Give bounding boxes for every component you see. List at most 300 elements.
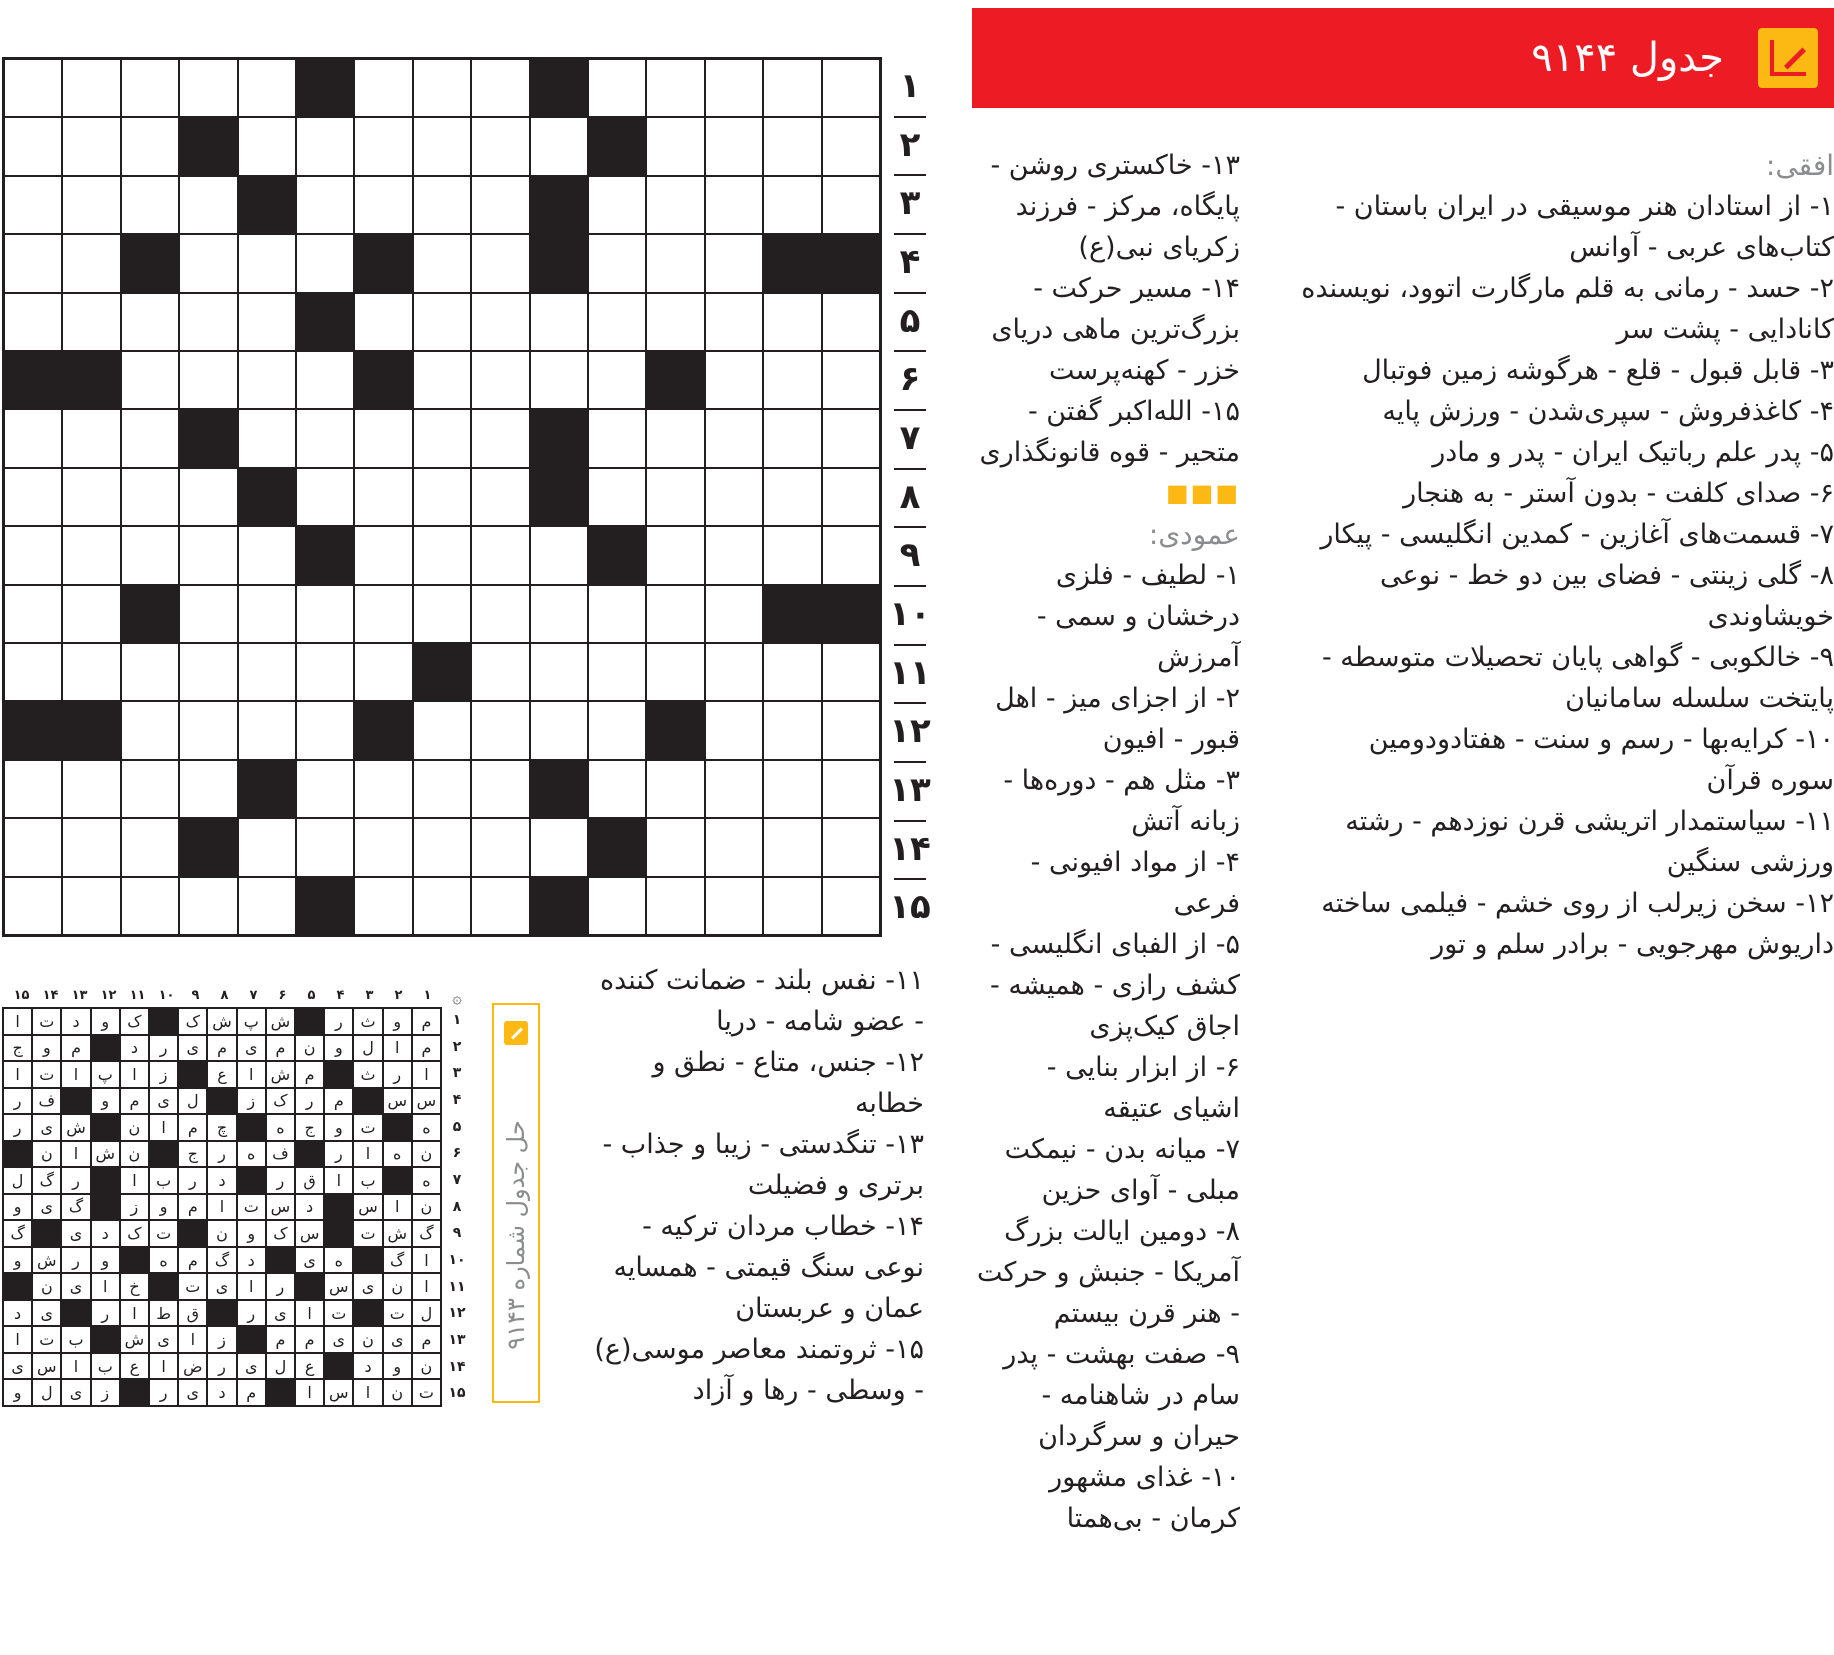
grid-cell[interactable] bbox=[121, 59, 179, 117]
answer-cell: چ bbox=[207, 1114, 236, 1141]
grid-cell[interactable] bbox=[238, 59, 296, 117]
grid-cell[interactable] bbox=[62, 234, 120, 292]
grid-cell-black bbox=[530, 468, 588, 526]
row-divider bbox=[894, 174, 926, 176]
grid-cell[interactable] bbox=[471, 293, 529, 351]
grid-cell[interactable] bbox=[354, 117, 412, 175]
grid-cell[interactable] bbox=[646, 234, 704, 292]
grid-cell[interactable] bbox=[413, 526, 471, 584]
answer-cell: ی bbox=[353, 1273, 382, 1300]
grid-cell[interactable] bbox=[588, 293, 646, 351]
grid-cell[interactable] bbox=[705, 468, 763, 526]
grid-cell[interactable] bbox=[763, 351, 821, 409]
grid-cell[interactable] bbox=[296, 409, 354, 467]
horizontal-clue: ۴- کاغذفروش - سپری‌شدن - ورزش پایه bbox=[1382, 396, 1834, 427]
grid-cell-black bbox=[62, 701, 120, 759]
answer-cell: ک bbox=[266, 1220, 295, 1247]
grid-cell[interactable] bbox=[62, 176, 120, 234]
answer-row-number: ۱۱ bbox=[448, 1278, 466, 1295]
grid-cell[interactable] bbox=[413, 117, 471, 175]
star-icon: ۞ bbox=[452, 988, 462, 1007]
grid-cell[interactable] bbox=[238, 585, 296, 643]
answer-cell: ا bbox=[178, 1326, 207, 1353]
grid-cell[interactable] bbox=[705, 526, 763, 584]
grid-cell[interactable] bbox=[646, 818, 704, 876]
grid-cell[interactable] bbox=[238, 818, 296, 876]
grid-cell[interactable] bbox=[62, 468, 120, 526]
grid-cell[interactable] bbox=[646, 59, 704, 117]
grid-cell[interactable] bbox=[705, 701, 763, 759]
row-divider bbox=[894, 292, 926, 294]
grid-cell[interactable] bbox=[4, 526, 62, 584]
grid-cell[interactable] bbox=[354, 176, 412, 234]
answer-cell: ن bbox=[383, 1273, 412, 1300]
grid-cell[interactable] bbox=[588, 468, 646, 526]
answer-cell: ز bbox=[149, 1061, 178, 1088]
answer-cell: و bbox=[149, 1194, 178, 1221]
grid-cell[interactable] bbox=[588, 585, 646, 643]
grid-cell[interactable] bbox=[471, 59, 529, 117]
grid-cell[interactable] bbox=[62, 117, 120, 175]
grid-cell[interactable] bbox=[763, 818, 821, 876]
grid-cell[interactable] bbox=[238, 117, 296, 175]
grid-cell[interactable] bbox=[822, 643, 880, 701]
grid-cell[interactable] bbox=[646, 117, 704, 175]
answer-cell: ب bbox=[61, 1326, 90, 1353]
grid-cell[interactable] bbox=[705, 760, 763, 818]
grid-cell[interactable] bbox=[4, 585, 62, 643]
grid-cell[interactable] bbox=[530, 701, 588, 759]
grid-cell[interactable] bbox=[354, 818, 412, 876]
answer-cell: ر bbox=[207, 1353, 236, 1380]
answer-cell: ط bbox=[149, 1300, 178, 1327]
grid-cell[interactable] bbox=[705, 643, 763, 701]
grid-cell[interactable] bbox=[763, 643, 821, 701]
grid-cell[interactable] bbox=[121, 877, 179, 935]
grid-cell[interactable] bbox=[238, 877, 296, 935]
grid-cell-black bbox=[354, 701, 412, 759]
answer-cell-black bbox=[353, 1247, 382, 1274]
row-divider bbox=[894, 233, 926, 235]
answer-cell: ب bbox=[149, 1167, 178, 1194]
answer-row-number: ۱۰ bbox=[448, 1251, 466, 1268]
grid-cell[interactable] bbox=[471, 643, 529, 701]
newspaper-logo-icon bbox=[1758, 28, 1818, 88]
grid-cell[interactable] bbox=[4, 760, 62, 818]
grid-row-number: ۳ bbox=[899, 183, 921, 224]
vertical-clue: ۱۳- تنگدستی - زیبا و جذاب - برتری و فضیلت bbox=[602, 1129, 924, 1201]
grid-cell[interactable] bbox=[179, 877, 237, 935]
grid-cell[interactable] bbox=[471, 468, 529, 526]
grid-cell[interactable] bbox=[822, 409, 880, 467]
grid-cell[interactable] bbox=[530, 526, 588, 584]
horizontal-title: افقی: bbox=[1765, 149, 1834, 182]
horizontal-clue: ۸- گلی زینتی - فضای بین دو خط - نوعی خویشاوندی bbox=[1380, 560, 1834, 632]
vertical-clue: ۸- دومین ایالت بزرگ آمریکا - جنبش و حرکت - هنر قرن بیستم bbox=[977, 1216, 1240, 1329]
grid-cell-black bbox=[121, 585, 179, 643]
answer-grid-wrapper bbox=[2, 1007, 472, 1407]
answer-cell: ر bbox=[91, 1300, 120, 1327]
answer-cell: ک bbox=[120, 1008, 149, 1035]
grid-cell[interactable] bbox=[413, 293, 471, 351]
answer-label: حل جدول شماره ۹۱۴۳ bbox=[502, 1119, 530, 1350]
answer-cell: ز bbox=[91, 1379, 120, 1406]
grid-cell[interactable] bbox=[179, 234, 237, 292]
grid-cell[interactable] bbox=[62, 585, 120, 643]
answer-cell: و bbox=[3, 1194, 32, 1221]
grid-cell[interactable] bbox=[822, 818, 880, 876]
answer-cell: ی bbox=[207, 1273, 236, 1300]
grid-cell[interactable] bbox=[471, 117, 529, 175]
answer-cell: ک bbox=[120, 1220, 149, 1247]
grid-cell[interactable] bbox=[763, 176, 821, 234]
vertical-title: عمودی: bbox=[1148, 518, 1240, 551]
grid-cell[interactable] bbox=[62, 760, 120, 818]
grid-row-number: ۱۵ bbox=[889, 887, 931, 928]
grid-cell[interactable] bbox=[822, 117, 880, 175]
answer-cell: ت bbox=[237, 1194, 266, 1221]
grid-cell[interactable] bbox=[121, 526, 179, 584]
grid-cell[interactable] bbox=[588, 351, 646, 409]
grid-cell[interactable] bbox=[705, 293, 763, 351]
grid-cell[interactable] bbox=[763, 760, 821, 818]
grid-cell[interactable] bbox=[822, 701, 880, 759]
grid-cell[interactable] bbox=[62, 643, 120, 701]
answer-cell: ع bbox=[120, 1353, 149, 1380]
grid-cell[interactable] bbox=[354, 409, 412, 467]
grid-cell[interactable] bbox=[471, 176, 529, 234]
grid-cell[interactable] bbox=[471, 877, 529, 935]
grid-cell[interactable] bbox=[471, 234, 529, 292]
horizontal-clue: ۹- خالکوبی - گواهی پایان تحصیلات متوسطه - پایتخت سلسله سامانیان bbox=[1321, 642, 1834, 714]
answer-cell-black bbox=[91, 1035, 120, 1062]
grid-cell[interactable] bbox=[354, 643, 412, 701]
answer-cell: ت bbox=[353, 1114, 382, 1141]
horizontal-clue: ۱۴- مسیر حرکت - بزرگ‌ترین ماهی دریای خزر - کهنه‌پرست bbox=[991, 273, 1240, 386]
grid-cell[interactable] bbox=[296, 701, 354, 759]
grid-cell[interactable] bbox=[238, 526, 296, 584]
grid-cell[interactable] bbox=[588, 234, 646, 292]
answer-cell: ن bbox=[383, 1379, 412, 1406]
answer-cell: ی bbox=[3, 1353, 32, 1380]
grid-cell[interactable] bbox=[121, 701, 179, 759]
grid-cell[interactable] bbox=[588, 176, 646, 234]
answer-cell: ش bbox=[120, 1326, 149, 1353]
answer-cell: ز bbox=[237, 1088, 266, 1115]
answer-column-number: ۱۴ bbox=[42, 988, 59, 1003]
answer-cell: س bbox=[412, 1088, 441, 1115]
grid-cell[interactable] bbox=[705, 585, 763, 643]
grid-cell[interactable] bbox=[763, 701, 821, 759]
grid-cell[interactable] bbox=[763, 409, 821, 467]
grid-cell[interactable] bbox=[705, 818, 763, 876]
answer-cell: ن bbox=[120, 1114, 149, 1141]
answer-cell: ا bbox=[91, 1273, 120, 1300]
grid-cell[interactable] bbox=[296, 234, 354, 292]
grid-cell[interactable] bbox=[705, 176, 763, 234]
grid-cell[interactable] bbox=[4, 293, 62, 351]
grid-cell[interactable] bbox=[179, 59, 237, 117]
grid-cell[interactable] bbox=[646, 585, 704, 643]
grid-cell[interactable] bbox=[121, 643, 179, 701]
grid-cell[interactable] bbox=[179, 643, 237, 701]
grid-cell[interactable] bbox=[354, 293, 412, 351]
grid-cell[interactable] bbox=[763, 468, 821, 526]
grid-row-number: ۲ bbox=[899, 124, 921, 165]
grid-cell[interactable] bbox=[121, 176, 179, 234]
grid-cell[interactable] bbox=[179, 176, 237, 234]
answer-cell: ا bbox=[149, 1353, 178, 1380]
grid-cell[interactable] bbox=[354, 585, 412, 643]
grid-cell[interactable] bbox=[413, 409, 471, 467]
answer-cell: ا bbox=[61, 1353, 90, 1380]
grid-cell[interactable] bbox=[822, 468, 880, 526]
answer-cell: د bbox=[237, 1247, 266, 1274]
grid-cell[interactable] bbox=[530, 643, 588, 701]
grid-cell[interactable] bbox=[530, 293, 588, 351]
answer-cell-black bbox=[91, 1167, 120, 1194]
answer-cell: ر bbox=[266, 1167, 295, 1194]
grid-cell[interactable] bbox=[238, 643, 296, 701]
grid-cell[interactable] bbox=[530, 585, 588, 643]
answer-cell: ا bbox=[3, 1326, 32, 1353]
grid-cell[interactable] bbox=[413, 351, 471, 409]
grid-cell[interactable] bbox=[471, 760, 529, 818]
grid-cell[interactable] bbox=[179, 293, 237, 351]
grid-cell[interactable] bbox=[471, 818, 529, 876]
grid-cell[interactable] bbox=[530, 351, 588, 409]
grid-cell-black bbox=[530, 59, 588, 117]
grid-cell[interactable] bbox=[4, 643, 62, 701]
answer-cell: ل bbox=[3, 1167, 32, 1194]
answer-cell: ن bbox=[412, 1141, 441, 1168]
grid-cell[interactable] bbox=[646, 409, 704, 467]
grid-cell[interactable] bbox=[354, 59, 412, 117]
grid-cell[interactable] bbox=[763, 526, 821, 584]
answer-cell: س bbox=[32, 1353, 61, 1380]
answer-cell: ی bbox=[32, 1114, 61, 1141]
grid-cell[interactable] bbox=[822, 176, 880, 234]
answer-cell: م bbox=[61, 1035, 90, 1062]
answer-cell: ر bbox=[149, 1035, 178, 1062]
grid-cell[interactable] bbox=[354, 468, 412, 526]
grid-cell[interactable] bbox=[296, 760, 354, 818]
grid-cell[interactable] bbox=[646, 643, 704, 701]
grid-cell[interactable] bbox=[296, 176, 354, 234]
answer-cell: س bbox=[324, 1273, 353, 1300]
answer-cell-black bbox=[3, 1141, 32, 1168]
grid-cell[interactable] bbox=[822, 760, 880, 818]
grid-cell[interactable] bbox=[296, 585, 354, 643]
grid-cell[interactable] bbox=[4, 409, 62, 467]
grid-cell[interactable] bbox=[646, 176, 704, 234]
grid-cell[interactable] bbox=[296, 468, 354, 526]
grid-cell[interactable] bbox=[822, 526, 880, 584]
grid-cell[interactable] bbox=[588, 877, 646, 935]
row-divider bbox=[894, 350, 926, 352]
answer-cell: د bbox=[353, 1353, 382, 1380]
grid-cell[interactable] bbox=[413, 234, 471, 292]
grid-cell[interactable] bbox=[822, 351, 880, 409]
grid-cell[interactable] bbox=[646, 877, 704, 935]
grid-cell[interactable] bbox=[530, 818, 588, 876]
grid-cell[interactable] bbox=[62, 293, 120, 351]
grid-cell[interactable] bbox=[238, 234, 296, 292]
grid-cell[interactable] bbox=[121, 409, 179, 467]
answer-cell: ی bbox=[149, 1326, 178, 1353]
answer-cell-black bbox=[237, 1114, 266, 1141]
grid-cell[interactable] bbox=[121, 117, 179, 175]
grid-cell[interactable] bbox=[471, 585, 529, 643]
answer-cell: پ bbox=[237, 1008, 266, 1035]
answer-cell-black bbox=[266, 1247, 295, 1274]
answer-cell: و bbox=[32, 1035, 61, 1062]
grid-cell[interactable] bbox=[413, 760, 471, 818]
grid-cell[interactable] bbox=[179, 351, 237, 409]
grid-cell[interactable] bbox=[4, 176, 62, 234]
answer-cell: ت bbox=[353, 1220, 382, 1247]
grid-cell[interactable] bbox=[413, 585, 471, 643]
grid-cell[interactable] bbox=[705, 59, 763, 117]
grid-cell[interactable] bbox=[705, 877, 763, 935]
grid-cell[interactable] bbox=[705, 117, 763, 175]
answer-cell-black bbox=[207, 1088, 236, 1115]
grid-cell[interactable] bbox=[705, 409, 763, 467]
answer-cell: ر bbox=[61, 1167, 90, 1194]
grid-cell[interactable] bbox=[4, 818, 62, 876]
grid-cell[interactable] bbox=[296, 351, 354, 409]
answer-cell: ن bbox=[207, 1220, 236, 1247]
grid-cell[interactable] bbox=[121, 818, 179, 876]
answer-cell: و bbox=[383, 1008, 412, 1035]
grid-cell[interactable] bbox=[588, 409, 646, 467]
answer-cell: گ bbox=[412, 1220, 441, 1247]
grid-cell[interactable] bbox=[121, 760, 179, 818]
answer-column-number: ۳ bbox=[365, 988, 374, 1003]
grid-cell[interactable] bbox=[121, 468, 179, 526]
grid-cell[interactable] bbox=[4, 877, 62, 935]
grid-cell[interactable] bbox=[763, 293, 821, 351]
grid-cell[interactable] bbox=[705, 351, 763, 409]
answer-cell: ا bbox=[207, 1194, 236, 1221]
answer-column-number: ۲ bbox=[394, 988, 403, 1003]
answer-cell: ل bbox=[178, 1088, 207, 1115]
grid-row-number: ۹ bbox=[899, 535, 921, 576]
grid-cell[interactable] bbox=[471, 526, 529, 584]
grid-cell[interactable] bbox=[179, 760, 237, 818]
grid-cell-black bbox=[354, 234, 412, 292]
grid-cell[interactable] bbox=[354, 877, 412, 935]
grid-cell[interactable] bbox=[4, 117, 62, 175]
grid-cell[interactable] bbox=[471, 409, 529, 467]
grid-cell[interactable] bbox=[646, 293, 704, 351]
horizontal-clue: ۱۰- کرایه‌بها - رسم و سنت - هفتادودومین سوره قرآن bbox=[1368, 724, 1834, 796]
grid-cell[interactable] bbox=[763, 59, 821, 117]
grid-cell[interactable] bbox=[822, 877, 880, 935]
horizontal-clue: ۱- از استادان هنر موسیقی در ایران باستان - کتاب‌های عربی - آوانس bbox=[1335, 191, 1834, 263]
grid-cell[interactable] bbox=[62, 59, 120, 117]
grid-cell[interactable] bbox=[238, 701, 296, 759]
answer-cell-black bbox=[353, 1088, 382, 1115]
grid-cell[interactable] bbox=[413, 59, 471, 117]
grid-cell[interactable] bbox=[296, 818, 354, 876]
grid-cell[interactable] bbox=[4, 468, 62, 526]
grid-cell[interactable] bbox=[530, 117, 588, 175]
grid-cell[interactable] bbox=[296, 643, 354, 701]
grid-cell[interactable] bbox=[238, 293, 296, 351]
grid-cell[interactable] bbox=[179, 585, 237, 643]
grid-cell[interactable] bbox=[4, 59, 62, 117]
answer-cell: ش bbox=[61, 1114, 90, 1141]
grid-cell[interactable] bbox=[588, 59, 646, 117]
grid-cell[interactable] bbox=[822, 293, 880, 351]
answer-cell: ی bbox=[61, 1220, 90, 1247]
grid-cell[interactable] bbox=[763, 877, 821, 935]
grid-cell[interactable] bbox=[413, 176, 471, 234]
grid-cell[interactable] bbox=[62, 409, 120, 467]
answer-cell: و bbox=[3, 1247, 32, 1274]
grid-cell-black bbox=[588, 526, 646, 584]
grid-cell[interactable] bbox=[413, 468, 471, 526]
answer-cell: ر bbox=[237, 1300, 266, 1327]
grid-cell[interactable] bbox=[121, 351, 179, 409]
grid-cell[interactable] bbox=[179, 526, 237, 584]
grid-cell[interactable] bbox=[62, 526, 120, 584]
grid-cell[interactable] bbox=[413, 701, 471, 759]
grid-cell[interactable] bbox=[646, 526, 704, 584]
grid-cell[interactable] bbox=[763, 117, 821, 175]
grid-cell[interactable] bbox=[4, 234, 62, 292]
grid-cell[interactable] bbox=[354, 760, 412, 818]
grid-cell[interactable] bbox=[588, 760, 646, 818]
grid-cell[interactable] bbox=[354, 526, 412, 584]
answer-cell: ت bbox=[149, 1220, 178, 1247]
answer-cell: ی bbox=[178, 1035, 207, 1062]
horizontal-clue: ۱۱- سیاستمدار اتریشی قرن نوزدهم - رشته ورزشی سنگین bbox=[1345, 806, 1834, 878]
grid-cell[interactable] bbox=[179, 468, 237, 526]
grid-cell[interactable] bbox=[121, 293, 179, 351]
answer-cell: م bbox=[412, 1008, 441, 1035]
answer-cell: س bbox=[353, 1194, 382, 1221]
vertical-clue: ۹- صفت بهشت - پدر سام در شاهنامه - حیران و سرگردان bbox=[1003, 1339, 1240, 1452]
grid-cell[interactable] bbox=[705, 234, 763, 292]
grid-cell[interactable] bbox=[62, 877, 120, 935]
grid-cell[interactable] bbox=[646, 760, 704, 818]
grid-cell[interactable] bbox=[471, 351, 529, 409]
vertical-clue: ۱- لطیف - فلزی درخشان و سمی - آمرزش bbox=[1036, 560, 1240, 673]
grid-cell[interactable] bbox=[588, 643, 646, 701]
grid-row-number: ۵ bbox=[899, 300, 921, 341]
grid-cell[interactable] bbox=[471, 701, 529, 759]
grid-cell[interactable] bbox=[179, 701, 237, 759]
grid-cell[interactable] bbox=[822, 59, 880, 117]
answer-cell: ا bbox=[324, 1167, 353, 1194]
grid-cell[interactable] bbox=[646, 468, 704, 526]
grid-cell[interactable] bbox=[588, 701, 646, 759]
answer-cell: م bbox=[178, 1247, 207, 1274]
answer-cell: ی bbox=[178, 1379, 207, 1406]
grid-cell[interactable] bbox=[413, 818, 471, 876]
grid-cell[interactable] bbox=[413, 877, 471, 935]
answer-cell: ج bbox=[3, 1035, 32, 1062]
grid-cell[interactable] bbox=[62, 818, 120, 876]
grid-cell[interactable] bbox=[296, 117, 354, 175]
grid-cell[interactable] bbox=[238, 409, 296, 467]
grid-cell[interactable] bbox=[238, 351, 296, 409]
answer-cell-black bbox=[91, 1326, 120, 1353]
answer-cell: گ bbox=[61, 1194, 90, 1221]
grid-cell-black bbox=[646, 701, 704, 759]
